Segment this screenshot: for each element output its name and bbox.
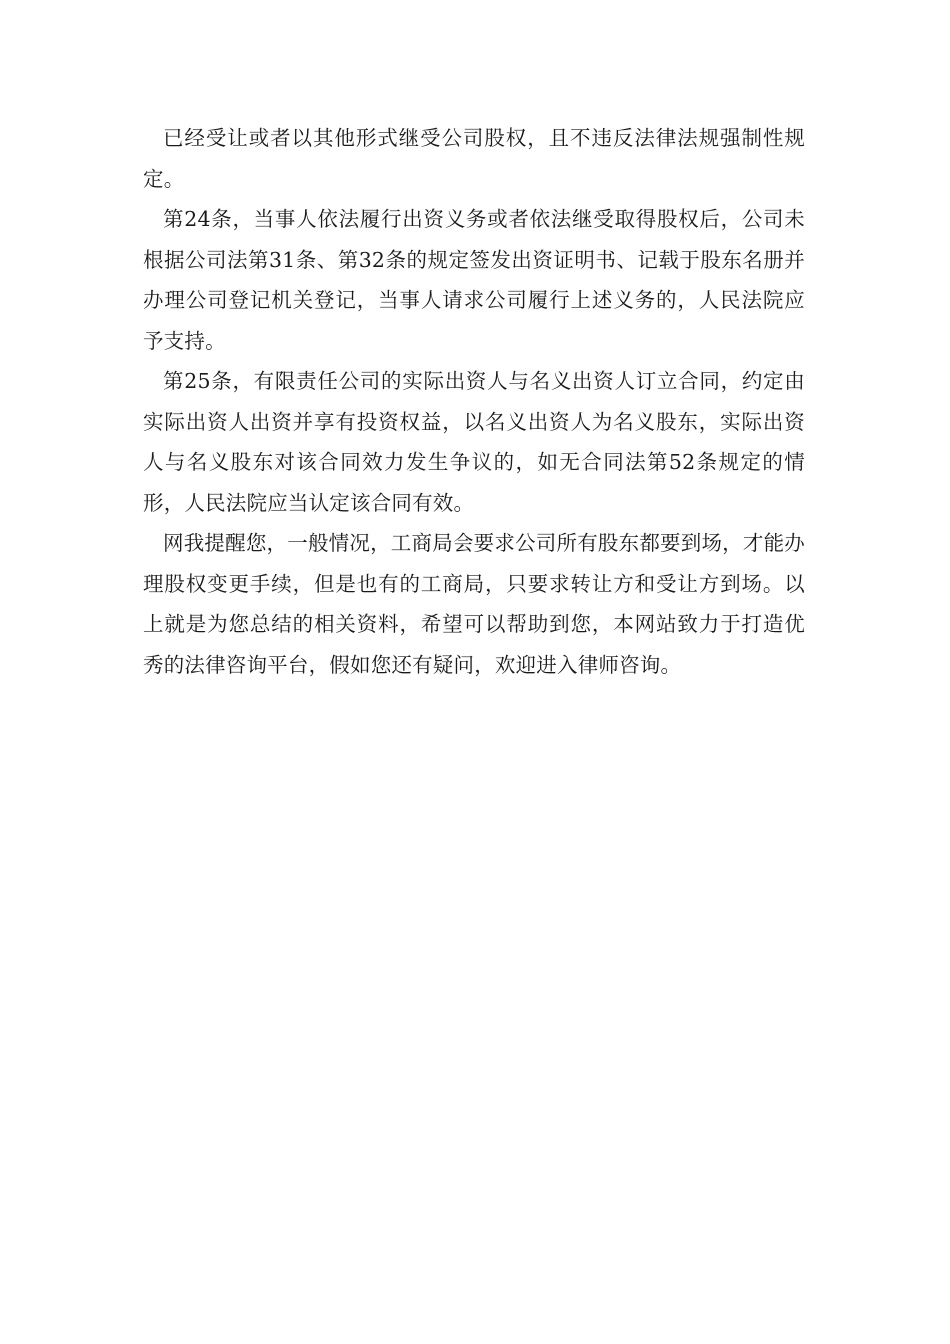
document-body	[143, 118, 805, 685]
paragraph-reminder: 网我提醒您，一般情况，工商局会要求公司所有股东都要到场，才能办理股权变更手续，但是也有的工商局，只要求转让方和受让方到场。以上就是为您总结的相关资料，希望可以帮助到您，本网站致力于打造优秀的法律咨询平台，假如您还有疑问，欢迎进入律师咨询。	[143, 531, 805, 677]
paragraph-article-25: 第25条，有限责任公司的实际出资人与名义出资人订立合同，约定由实际出资人出资并享有投资权益，以名义出资人为名义股东，实际出资人与名义股东对该合同效力发生争议的，如无合同法第52条规定的情形，人民法院应当认定该合同有效。	[143, 369, 805, 515]
paragraph-continuation: 已经受让或者以其他形式继受公司股权，且不违反法律法规强制性规定。	[143, 126, 805, 191]
paragraph-article-24: 第24条，当事人依法履行出资义务或者依法继受取得股权后，公司未根据公司法第31条、第32条的规定签发出资证明书、记载于股东名册并办理公司登记机关登记，当事人请求公司履行上述义务的，人民法院应予支持。	[143, 207, 805, 353]
